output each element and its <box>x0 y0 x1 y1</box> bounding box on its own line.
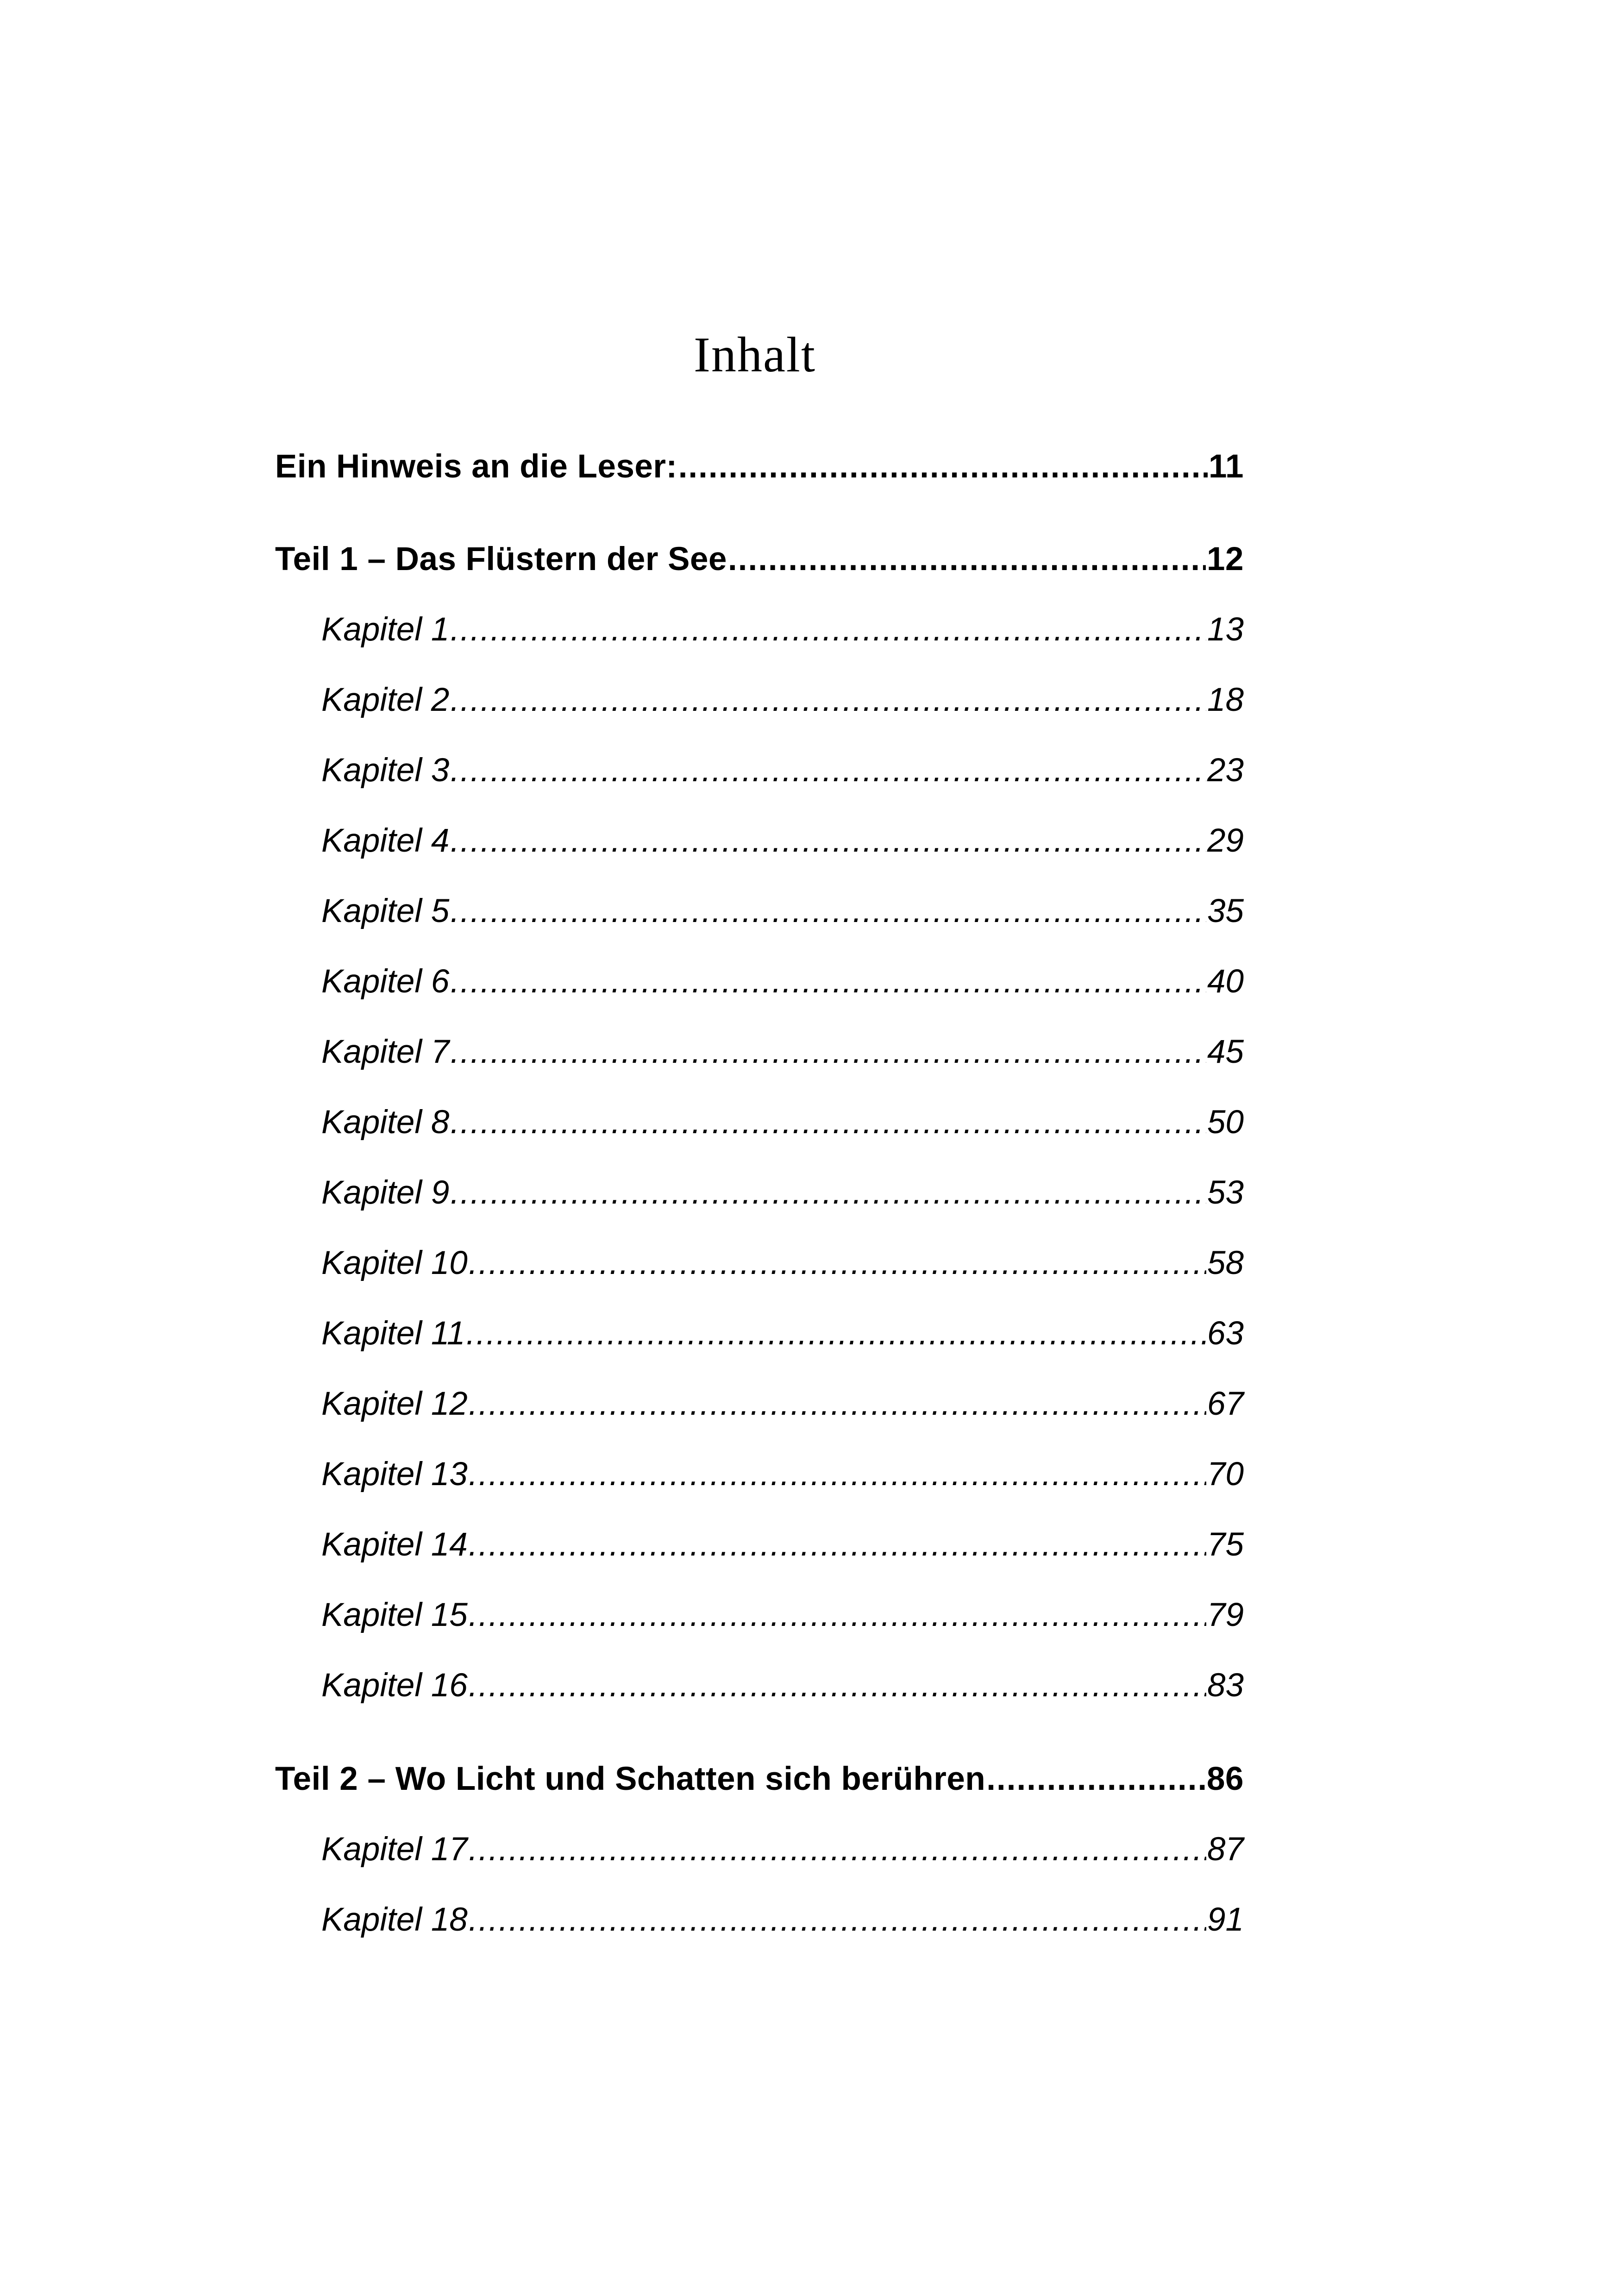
dot-leader <box>986 1756 1206 1802</box>
toc-entry-page: 58 <box>1207 1245 1244 1281</box>
toc-entry-chapter-16[interactable] <box>321 1662 1244 1709</box>
toc-entry-chapter-6[interactable] <box>321 959 1244 1005</box>
toc-entry-page: 70 <box>1207 1456 1244 1493</box>
toc-entry-page: 12 <box>1207 541 1244 577</box>
page-title: Inhalt <box>694 327 816 383</box>
toc-entry-page: 45 <box>1207 1034 1244 1070</box>
toc-entry-label: Kapitel 7 <box>321 1034 450 1070</box>
dot-leader <box>450 1170 1206 1216</box>
toc-entry-page: 91 <box>1207 1901 1244 1938</box>
toc-entry-chapter-14[interactable] <box>321 1522 1244 1568</box>
toc-entry-label: Kapitel 18 <box>321 1901 468 1938</box>
dot-leader <box>728 536 1206 583</box>
toc-entry-label: Kapitel 2 <box>321 682 450 718</box>
dot-leader <box>469 1897 1206 1943</box>
toc-entry-page: 83 <box>1207 1667 1244 1704</box>
dot-leader <box>466 1311 1206 1357</box>
toc-entry-chapter-18[interactable] <box>321 1897 1244 1943</box>
dot-leader <box>450 677 1206 723</box>
toc-entry-page: 75 <box>1207 1526 1244 1563</box>
toc-entry-page: 50 <box>1207 1104 1244 1141</box>
dot-leader <box>469 1522 1206 1568</box>
toc-entry-page: 13 <box>1207 611 1244 648</box>
toc-entry-chapter-10[interactable] <box>321 1240 1244 1286</box>
toc-entry-chapter-3[interactable] <box>321 747 1244 794</box>
dot-leader <box>450 607 1206 653</box>
toc-entry-chapter-15[interactable] <box>321 1592 1244 1638</box>
toc-entry-page: 11 <box>1208 448 1244 485</box>
toc-entry-chapter-13[interactable] <box>321 1451 1244 1498</box>
toc-entry-label: Kapitel 12 <box>321 1386 468 1422</box>
toc-entry-label: Teil 1 – Das Flüstern der See <box>275 541 727 577</box>
toc-entry-page: 67 <box>1207 1386 1244 1422</box>
toc-entry-chapter-7[interactable] <box>321 1029 1244 1075</box>
dot-leader <box>450 818 1206 864</box>
toc-entry-page: 79 <box>1207 1597 1244 1633</box>
toc-entry-chapter-17[interactable] <box>321 1826 1244 1873</box>
dot-leader <box>469 1381 1206 1427</box>
dot-leader <box>450 747 1206 794</box>
toc-entry-chapter-8[interactable] <box>321 1099 1244 1146</box>
toc-entry-label: Kapitel 6 <box>321 963 450 1000</box>
toc-entry-label: Kapitel 1 <box>321 611 450 648</box>
toc-entry-chapter-12[interactable] <box>321 1381 1244 1427</box>
toc-entry-label: Kapitel 16 <box>321 1667 468 1704</box>
toc-entry-page: 18 <box>1207 682 1244 718</box>
toc-entry-chapter-5[interactable] <box>321 888 1244 935</box>
dot-leader <box>450 888 1206 935</box>
toc-entry-part-1[interactable] <box>275 536 1244 583</box>
toc-entry-label: Kapitel 13 <box>321 1456 468 1493</box>
toc-entry-part-2[interactable] <box>275 1756 1244 1802</box>
dot-leader <box>469 1451 1206 1498</box>
toc-entry-label: Kapitel 15 <box>321 1597 468 1633</box>
toc-entry-page: 87 <box>1207 1831 1244 1868</box>
toc-entry-label: Ein Hinweis an die Leser: <box>275 448 677 485</box>
toc-entry-label: Kapitel 3 <box>321 752 450 789</box>
dot-leader <box>469 1826 1206 1873</box>
toc-entry-label: Kapitel 8 <box>321 1104 450 1141</box>
dot-leader <box>469 1662 1206 1709</box>
toc-entry-label: Kapitel 4 <box>321 822 450 859</box>
toc-entry-chapter-1[interactable] <box>321 607 1244 653</box>
toc-entry-label: Kapitel 10 <box>321 1245 468 1281</box>
toc-entry-page: 86 <box>1207 1761 1244 1797</box>
dot-leader <box>450 959 1206 1005</box>
toc-entry-label: Kapitel 11 <box>321 1315 465 1352</box>
toc-entry-chapter-11[interactable] <box>321 1311 1244 1357</box>
dot-leader <box>469 1240 1206 1286</box>
toc-entry-page: 29 <box>1207 822 1244 859</box>
toc-entry-chapter-2[interactable] <box>321 677 1244 723</box>
toc-entry-label: Kapitel 9 <box>321 1174 450 1211</box>
toc-entry-page: 53 <box>1207 1174 1244 1211</box>
dot-leader <box>678 444 1208 490</box>
toc-entry-label: Teil 2 – Wo Licht und Schatten sich berühren <box>275 1761 986 1797</box>
toc-entry-chapter-9[interactable] <box>321 1170 1244 1216</box>
dot-leader <box>469 1592 1206 1638</box>
toc-entry-page: 35 <box>1207 893 1244 929</box>
dot-leader <box>450 1099 1206 1146</box>
toc-entry-page: 40 <box>1207 963 1244 1000</box>
toc-entry-page: 23 <box>1207 752 1244 789</box>
toc-entry-label: Kapitel 17 <box>321 1831 468 1868</box>
toc-entry-label: Kapitel 14 <box>321 1526 468 1563</box>
toc-entry-chapter-4[interactable] <box>321 818 1244 864</box>
toc-entry-page: 63 <box>1207 1315 1244 1352</box>
dot-leader <box>450 1029 1206 1075</box>
toc-entry-label: Kapitel 5 <box>321 893 450 929</box>
toc-entry-note-to-readers[interactable] <box>275 444 1244 490</box>
